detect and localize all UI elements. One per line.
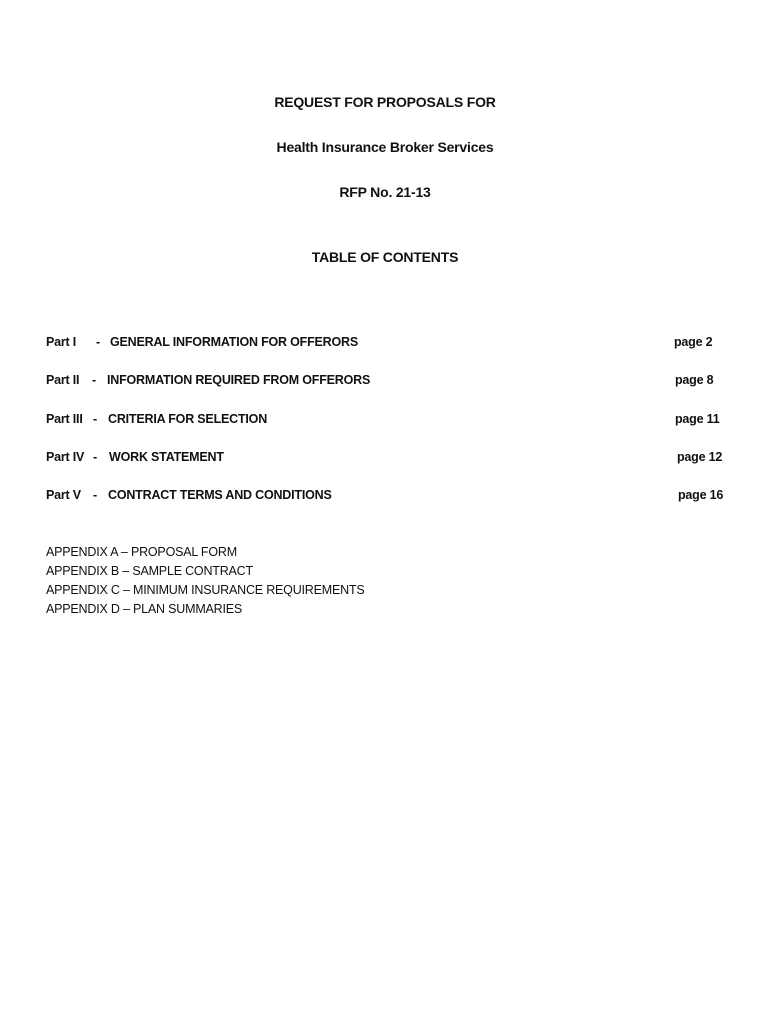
toc-entry-title: CONTRACT TERMS AND CONDITIONS: [108, 488, 332, 502]
appendix-item-b: APPENDIX B – SAMPLE CONTRACT: [46, 564, 253, 578]
toc-row-part-4: [46, 450, 736, 468]
toc-heading: TABLE OF CONTENTS: [311, 249, 459, 265]
appendix-item-a: APPENDIX A – PROPOSAL FORM: [46, 545, 237, 559]
toc-row-part-3: [46, 412, 736, 430]
appendix-list: [46, 543, 365, 619]
toc-entry-title: WORK STATEMENT: [109, 450, 224, 464]
toc-dash: -: [93, 412, 97, 426]
toc-row-part-1: [46, 335, 736, 353]
document-subtitle: Health Insurance Broker Services: [276, 139, 494, 155]
toc-row-part-2: [46, 373, 736, 391]
toc-entry-title: INFORMATION REQUIRED FROM OFFERORS: [107, 373, 371, 387]
toc-part-label: Part II: [46, 373, 80, 387]
toc-entry-title: GENERAL INFORMATION FOR OFFERORS: [110, 335, 358, 349]
toc-dash: -: [93, 488, 97, 502]
toc-dash: -: [96, 335, 100, 349]
toc-part-label: Part V: [46, 488, 81, 502]
toc-page-number: page 12: [677, 450, 723, 464]
toc-part-label: Part I: [46, 335, 77, 349]
toc-row-part-5: [46, 488, 736, 506]
appendix-item-c: APPENDIX C – MINIMUM INSURANCE REQUIREMENTS: [46, 583, 365, 597]
appendix-item-d: APPENDIX D – PLAN SUMMARIES: [46, 602, 243, 616]
rfp-number: RFP No. 21-13: [339, 184, 431, 200]
toc-part-label: Part IV: [46, 450, 85, 464]
toc-page-number: page 2: [674, 335, 713, 349]
document-title: REQUEST FOR PROPOSALS FOR: [274, 94, 496, 110]
toc-part-label: Part III: [46, 412, 83, 426]
toc-dash: -: [93, 450, 97, 464]
toc-page-number: page 16: [678, 488, 724, 502]
toc-page-number: page 11: [675, 412, 720, 426]
toc-page-number: page 8: [675, 373, 714, 387]
toc-dash: -: [92, 373, 96, 387]
toc-entry-title: CRITERIA FOR SELECTION: [108, 412, 268, 426]
